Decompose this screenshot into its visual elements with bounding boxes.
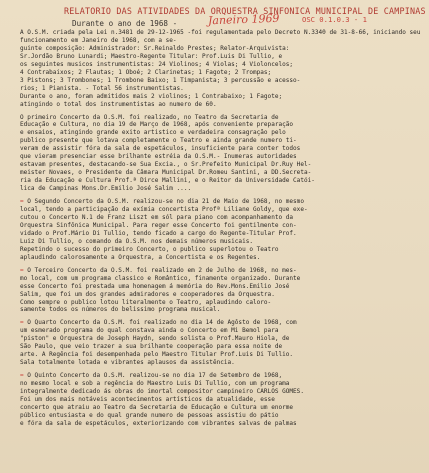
paragraph-bullet: = (20, 319, 24, 327)
paragraph-text: A O.S.M. criada pela Lei n.3481 de 29-12-1965 -foi regulamentada pelo Decreto N.3340 de 31-8-66, iniciando seu funcionamento em Janeiro de 1968, com a se- guinte composição: Administrador: Sr.Reinaldo Prestes; Relator-Arquivista: Sr.Jordão Bruno Lunardi; Maestro-Regente Titular: Prof.Luis Di Tullio, e os seguintes musicos instrumentistas: 24 Violinos; 4 Violas; 4 Violoncelos; 4 Contrabaixos; 2 Flautas; 1 Oboé; 2 Clarinetas; 1 Fagote; 2 Trompas; 3 Pistons; 3 Trombones; 1 Trombone Baixo; 1 Timpanista; 3 percussão e acesso- rios; 1 Pianista. - Total 56 instrumentistas. Durante o ano, foram admitidos mais 2 violinos; 1 Contrabaixo; 1 Fagote; atingindo o total dos instrumentistas ao numero de 60. (20, 29, 421, 108)
report-title: RELATORIO DAS ATIVIDADES DA ORQUESTRA SINFONICA MUNICIPAL DE CAMPINAS (64, 6, 426, 16)
paragraph-composition (20, 29, 424, 109)
paragraph-bullet: = (20, 198, 24, 206)
paragraph-first-concert (20, 114, 424, 194)
handwritten-date-stamp: Janeiro 1969 (207, 11, 280, 28)
archive-code: OSC 0.1.0.3 - 1 (302, 15, 367, 24)
report-subtitle: Durante o ano de 1968 - (72, 19, 178, 28)
paragraph-text: O Segundo Concerto da O.S.M. realizou-se no dia 21 de Maio de 1968, no mesmo local, tendo a participação da exímia concertista Profª Liliane Goldy, que exe- cutou o Concerto N.1 de Franz Liszt em sól para piano com acompanhamento da Orquestra Sinfônica Municipal. Para reger esse Concerto foi gentilmente con- vidado o Prof.Mário Di Tullio, tendo ficado a cargo do Regente-Titular Prof. Luiz Di Tullio, o comando da O.S.M. nos demais números musicais. Repetindo o sucesso do primeiro Concerto, o publico superlotou o Teatro aplaudindo calorosamente a Orquestra, a Concertista e os Regentes. (20, 198, 308, 261)
paragraph-text: O Quarto Concerto da O.S.M. foi realizado no dia 14 de Agôsto de 1968, com um esmerado programa do qual constava ainda o Concerto em Mi Bemol para "piston" e Orquestra de Joseph Haydn, sendo solista o Prof.Mauro Hiola, de São Paulo, que veio trazer a sua brilhante cooperação para essa noite de arte. A Regência foi desempenhada pelo Maestro Titular Prof.Luis Di Tullio. Sala totalmente lotada e vibrantes aplausos da assistência. (20, 319, 297, 367)
paragraph-text: O Quinto Concerto da O.S.M. realizou-se no dia 17 de Setembro de 1968, no mesmo local e sob a regência do Maestro Luis Di Tullio, com um programa integralmente dedicado ás obras do imortal compositor campineiro CARLOS GOMES. Foi um dos mais notáveis acontecimentos artísticos da atualidade, esse concerto que atraiu ao Teatro da Secretaria de Educação e Cultura um enorme público entusiasta e do qual grande numero de pessoas assistiu do pátio e fóra da sala de espetáculos, exteriorizando com vibrantes salvas de palmas (20, 372, 304, 427)
paragraph-fourth-concert (20, 319, 424, 367)
paragraph-fifth-concert (20, 372, 424, 428)
paragraph-text: O Terceiro Concerto da O.S.M. foi realizado em 2 de Julho de 1968, no mes- mo local, com um programa classico e Romântico, finamente organizado. Durante esse Concerto foi prestada uma homenagem á memória do Rev.Mons.Emilio José Salim, que foi um dos grandes admiradores e cooperadores da Orquestra. Como sempre o publico lotou literalmente o Teatro, aplaudindo caloro- samente todos os números do belissimo programa musical. (20, 266, 301, 314)
paragraph-third-concert (20, 267, 424, 315)
paragraph-bullet: = (20, 266, 24, 274)
report-body (20, 29, 424, 433)
paragraph-bullet: = (20, 372, 24, 380)
paragraph-second-concert (20, 198, 424, 262)
paragraph-text: O primeiro Concerto da O.S.M. foi realizado, no Teatro da Secretaria de Educação e Cultura, no dia 19 de Março de 1968, após conveniente preparação e ensaios, atingindo grande exito artistico e verdadeira consagração pelo publico presente que lotava completamente o Teatro e ainda grande numero ti- veram de assistir fóra da sala de espetáculos, insuficiente para conter todos que vieram presenciar esse brilhante estréia da O.S.M.- Inumeras autoridades estavam presentes, destacando-se Sua Excia., o Sr.Prefeito Municipal Dr.Ruy Hel- meister Novaes, o Presidente da Câmara Municipal Dr.Romeu Santini, a DD.Secreta- ria da Educação e Cultura Prof.ª Dirce Mallini, e o Reitor da Universidade Catói- lica de Campinas Mons.Dr.Emilio José Salim .... (20, 113, 315, 193)
